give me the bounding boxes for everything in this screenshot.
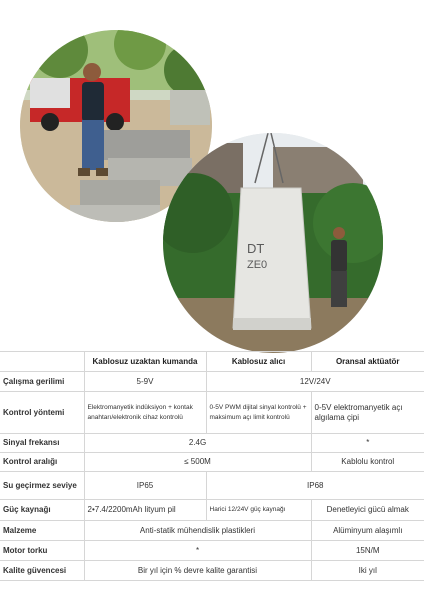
cell-receiver: 0-5V PWM dijital sinyal kontrolü + maksimum açı limit kontrolü bbox=[206, 392, 311, 434]
row-voltage bbox=[0, 372, 424, 392]
cell-actuator: Alüminyum alaşımlı bbox=[311, 521, 424, 541]
row-signal-freq bbox=[0, 434, 424, 453]
cell-remote: 2•7.4/2200mAh lityum pil bbox=[84, 500, 206, 521]
row-torque bbox=[0, 541, 424, 561]
cell-remote-receiver: Bir yıl için % devre kalite garantisi bbox=[84, 561, 311, 581]
row-label: Çalışma gerilimi bbox=[0, 372, 84, 392]
row-waterproof bbox=[0, 472, 424, 500]
header-empty bbox=[0, 352, 84, 372]
cell-remote-receiver: Anti-statik mühendislik plastikleri bbox=[84, 521, 311, 541]
row-label: Motor torku bbox=[0, 541, 84, 561]
row-label: Kalite güvencesi bbox=[0, 561, 84, 581]
header-remote: Kablosuz uzaktan kumanda bbox=[84, 352, 206, 372]
row-control-method bbox=[0, 392, 424, 434]
cell-actuator: 15N/M bbox=[311, 541, 424, 561]
row-label: Kontrol aralığı bbox=[0, 453, 84, 472]
row-label: Kontrol yöntemi bbox=[0, 392, 84, 434]
cell-remote-receiver: 2.4G bbox=[84, 434, 311, 453]
cell-receiver: Harici 12/24V güç kaynağı bbox=[206, 500, 311, 521]
cell-actuator: Denetleyici gücü almak bbox=[311, 500, 424, 521]
row-control-range bbox=[0, 453, 424, 472]
spec-table bbox=[0, 351, 424, 581]
spec-header-row bbox=[0, 352, 424, 372]
row-quality bbox=[0, 561, 424, 581]
row-label: Sinyal frekansı bbox=[0, 434, 84, 453]
cell-actuator: Kablolu kontrol bbox=[311, 453, 424, 472]
row-label: Malzeme bbox=[0, 521, 84, 541]
header-actuator: Oransal aktüatör bbox=[311, 352, 424, 372]
bulk-bag-photo bbox=[163, 133, 383, 353]
bag-print-2: ZE0 bbox=[247, 259, 268, 271]
row-label: Güç kaynağı bbox=[0, 500, 84, 521]
cell-remote-receiver: ≤ 500M bbox=[84, 453, 311, 472]
cell-remote: IP65 bbox=[84, 472, 206, 500]
row-material bbox=[0, 521, 424, 541]
cell-remote: 5-9V bbox=[84, 372, 206, 392]
bag-print-1: DT bbox=[247, 241, 265, 256]
cell-actuator: * bbox=[311, 434, 424, 453]
cell-remote-receiver: * bbox=[84, 541, 311, 561]
cell-receiver-actuator: 12V/24V bbox=[206, 372, 424, 392]
cell-actuator: 0-5V elektromanyetik açı algılama çipi bbox=[311, 392, 424, 434]
bulk-bag-photo-image bbox=[163, 133, 383, 353]
row-power bbox=[0, 500, 424, 521]
cell-receiver-actuator: IP68 bbox=[206, 472, 424, 500]
cell-remote: Elektromanyetik indüksiyon + kontak anahtarı/elektronik cihaz kontrolü bbox=[84, 392, 206, 434]
cell-actuator: Iki yıl bbox=[311, 561, 424, 581]
row-label: Su geçirmez seviye bbox=[0, 472, 84, 500]
header-receiver: Kablosuz alıcı bbox=[206, 352, 311, 372]
